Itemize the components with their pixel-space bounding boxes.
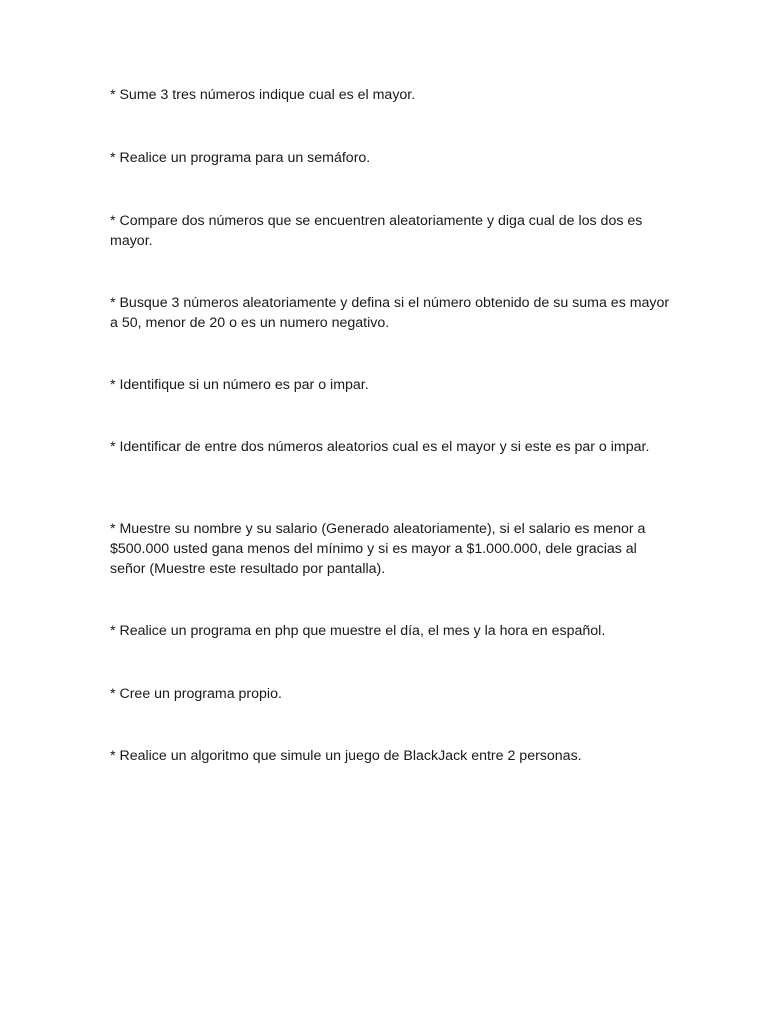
list-item: * Muestre su nombre y su salario (Generado aleatoriamente), si el salario es menor a $500.000 usted gana menos del mínimo y si es mayor a $1.000.000, dele gracias al señor (Muestre este resultado por pantalla). [110, 521, 646, 577]
list-item: * Realice un programa para un semáforo. [110, 150, 371, 166]
list-item: * Identifique si un número es par o impar. [110, 377, 369, 393]
list-item: * Realice un algoritmo que simule un juego de BlackJack entre 2 personas. [110, 748, 582, 764]
list-item: * Identificar de entre dos números aleatorios cual es el mayor y si este es par o impar. [110, 439, 650, 455]
list-item: * Cree un programa propio. [110, 686, 282, 702]
list-item: * Compare dos números que se encuentren aleatoriamente y diga cual de los dos es mayor. [110, 213, 643, 249]
list-item: * Realice un programa en php que muestre el día, el mes y la hora en español. [110, 623, 606, 639]
list-item: * Sume 3 tres números indique cual es el mayor. [110, 87, 416, 103]
list-item: * Busque 3 números aleatoriamente y defina si el número obtenido de su suma es mayor a 50, menor de 20 o es un numero negativo. [110, 295, 670, 331]
